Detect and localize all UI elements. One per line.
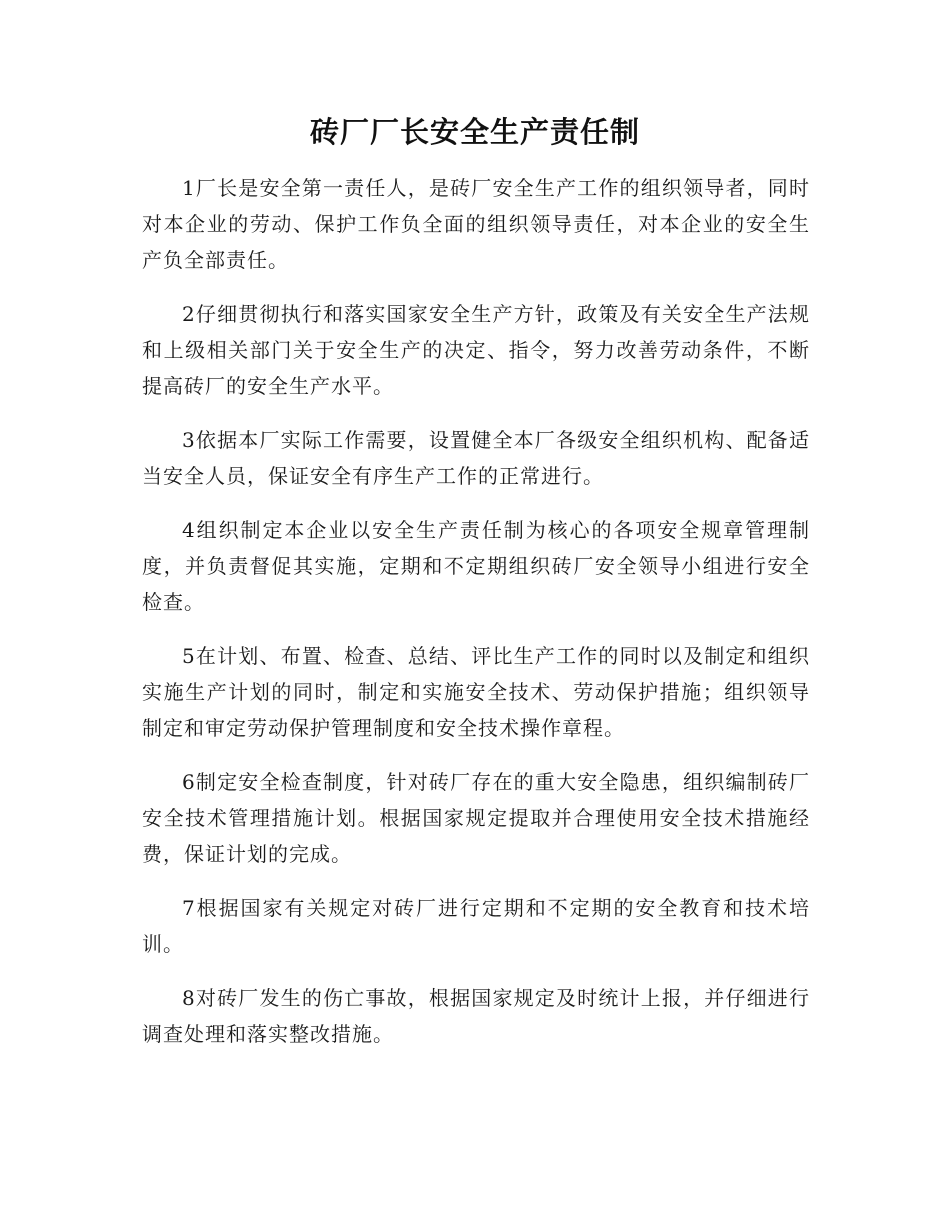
paragraph-4: 4组织制定本企业以安全生产责任制为核心的各项安全规章管理制度，并负责督促其实施，定期和不定期组织砖厂安全领导小组进行安全检查。	[142, 518, 810, 614]
paragraph-1: 1厂长是安全第一责任人，是砖厂安全生产工作的组织领导者，同时对本企业的劳动、保护工作负全面的组织领导责任，对本企业的安全生产负全部责任。	[142, 176, 810, 272]
document-body	[142, 170, 810, 1070]
paragraph-2: 2仔细贯彻执行和落实国家安全生产方针，政策及有关安全生产法规和上级相关部门关于安全生产的决定、指令，努力改善劳动条件，不断提高砖厂的安全生产水平。	[142, 302, 810, 398]
paragraph-7: 7根据国家有关规定对砖厂进行定期和不定期的安全教育和技术培训。	[142, 896, 810, 956]
paragraph-3: 3依据本厂实际工作需要，设置健全本厂各级安全组织机构、配备适当安全人员，保证安全有序生产工作的正常进行。	[142, 428, 810, 488]
paragraph-5: 5在计划、布置、检查、总结、评比生产工作的同时以及制定和组织实施生产计划的同时，制定和实施安全技术、劳动保护措施；组织领导制定和审定劳动保护管理制度和安全技术操作章程。	[142, 644, 810, 740]
document-title: 砖厂厂长安全生产责任制	[309, 115, 640, 149]
paragraph-6: 6制定安全检查制度，针对砖厂存在的重大安全隐患，组织编制砖厂安全技术管理措施计划。根据国家规定提取并合理使用安全技术措施经费，保证计划的完成。	[142, 770, 810, 866]
paragraph-8: 8对砖厂发生的伤亡事故，根据国家规定及时统计上报，并仔细进行调查处理和落实整改措施。	[142, 986, 810, 1046]
